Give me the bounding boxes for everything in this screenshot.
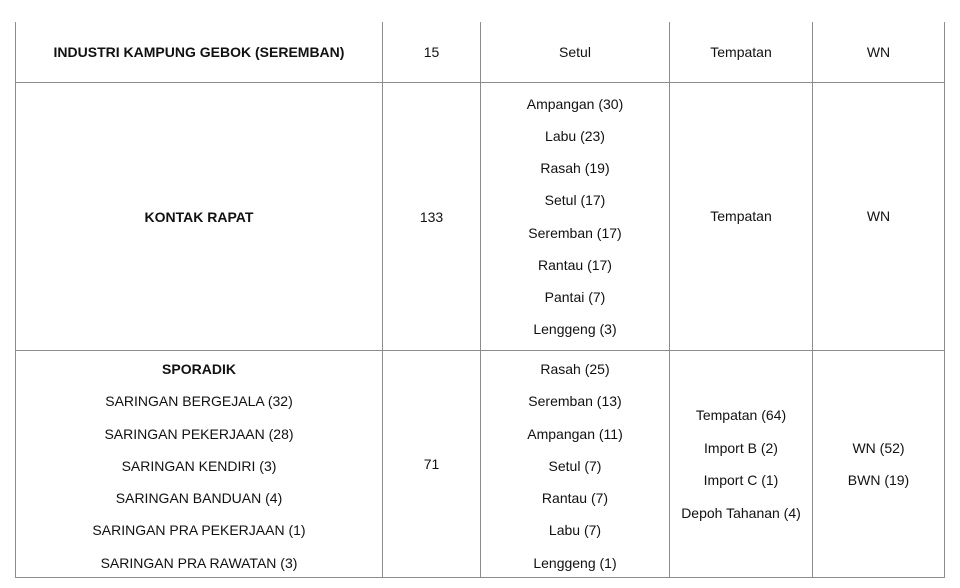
location-item: Seremban (17) [528, 224, 622, 241]
cluster-detail: SARINGAN KENDIRI (3) [121, 457, 277, 474]
cluster-detail: SARINGAN BANDUAN (4) [115, 490, 283, 507]
cases-cell [383, 22, 481, 83]
source-item: Import C (1) [703, 472, 779, 489]
case-count: 133 [419, 208, 444, 225]
cluster-detail: SARINGAN PRA PEKERJAAN (1) [92, 522, 306, 539]
cluster-detail: SARINGAN PEKERJAAN (28) [104, 425, 294, 442]
source-cell [670, 83, 813, 351]
location-item: Lenggeng (3) [533, 321, 617, 338]
location-item: Rantau (17) [538, 256, 612, 273]
source-cell [670, 351, 813, 578]
table-row [16, 83, 945, 351]
nationality-cell [813, 351, 945, 578]
cluster-cell [16, 22, 383, 83]
location-item: Lenggeng (1) [533, 554, 617, 571]
location-item: Labu (7) [548, 522, 602, 539]
nationality-item: WN [866, 43, 891, 60]
table-row [16, 351, 945, 578]
cluster-cell [16, 351, 383, 578]
location-item: Setul (17) [544, 192, 606, 209]
location-item: Labu (23) [545, 127, 605, 144]
cluster-cases-table [15, 22, 945, 578]
nationality-cell [813, 22, 945, 83]
location-item: Ampangan (30) [526, 95, 624, 112]
locations-cell [481, 22, 670, 83]
location-item: Rasah (19) [540, 160, 610, 177]
source-item: Import B (2) [704, 439, 778, 456]
location-item: Setul (7) [548, 457, 602, 474]
cluster-name: SPORADIK [162, 361, 236, 377]
cases-cell [383, 83, 481, 351]
cases-cell [383, 351, 481, 578]
location-item: Ampangan (11) [527, 425, 623, 442]
source-item: Depoh Tahanan (4) [681, 504, 801, 521]
location-item: Seremban (13) [528, 393, 622, 410]
cluster-name: INDUSTRI KAMPUNG GEBOK (SEREMBAN) [53, 44, 345, 60]
source-item: Tempatan [710, 43, 772, 60]
nationality-cell [813, 83, 945, 351]
location-item: Rasah (25) [540, 361, 610, 377]
case-count: 71 [423, 456, 440, 473]
case-count: 15 [423, 44, 440, 60]
nationality-item: WN [866, 208, 891, 225]
source-cell [670, 22, 813, 83]
cluster-name: KONTAK RAPAT [144, 208, 254, 225]
cluster-detail: SARINGAN PRA RAWATAN (3) [100, 554, 298, 571]
cluster-cell [16, 83, 383, 351]
source-item: Tempatan [710, 208, 772, 225]
source-item: Tempatan (64) [695, 407, 787, 424]
location-item: Setul [559, 43, 591, 60]
location-item: Pantai (7) [544, 288, 606, 305]
locations-cell [481, 351, 670, 578]
nationality-item: WN (52) [852, 439, 905, 456]
table-row [16, 22, 945, 83]
cluster-detail: SARINGAN BERGEJALA (32) [105, 393, 293, 410]
location-item: Rantau (7) [541, 490, 609, 507]
nationality-item: BWN (19) [847, 472, 910, 489]
locations-cell [481, 83, 670, 351]
